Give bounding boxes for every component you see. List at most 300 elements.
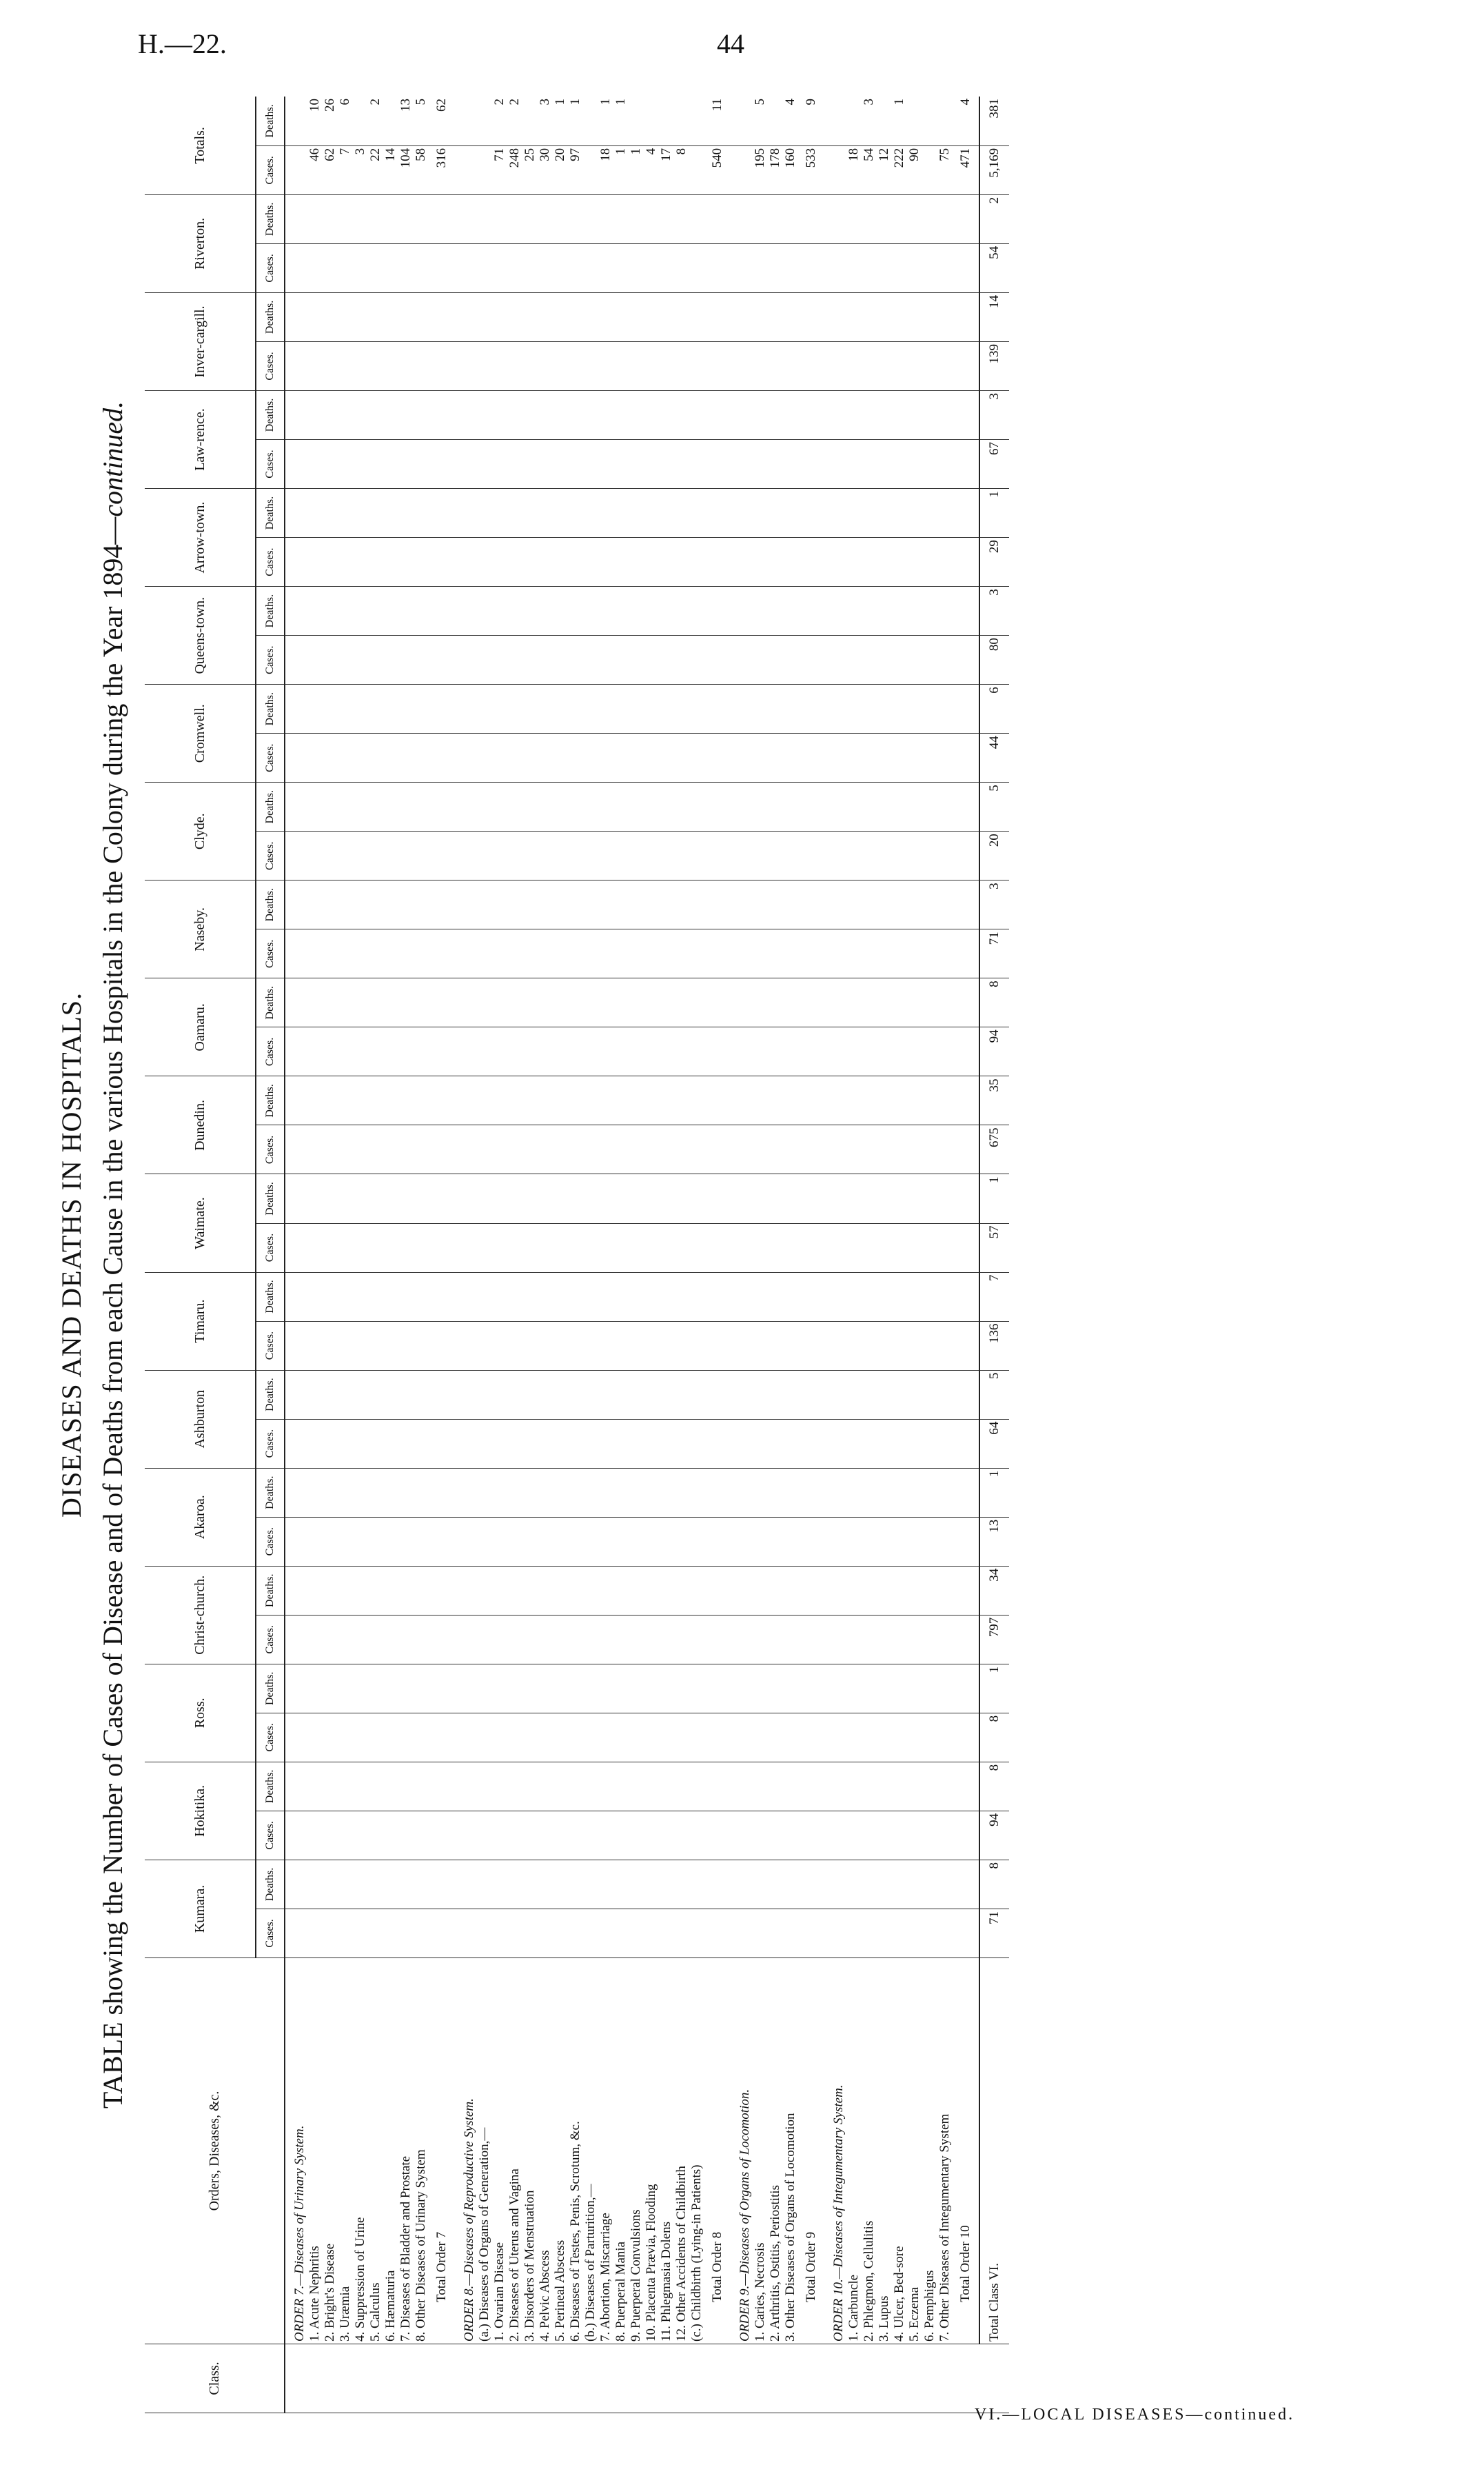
value-cell <box>629 1370 644 1419</box>
table-row <box>629 97 644 2413</box>
value-cell <box>492 538 507 587</box>
value-cell: 136 <box>979 1321 1009 1370</box>
value-cell <box>922 440 937 489</box>
value-cell <box>753 1762 768 1811</box>
value-cell <box>455 880 477 929</box>
value-cell: 3 <box>979 880 1009 929</box>
value-cell <box>285 538 307 587</box>
value-cell <box>398 1223 414 1272</box>
value-cell <box>492 292 507 341</box>
value-cell <box>429 1076 455 1125</box>
value-cell <box>538 440 553 489</box>
value-cell <box>285 978 307 1027</box>
value-cell <box>522 978 538 1027</box>
value-cell <box>538 243 553 292</box>
value-cell <box>937 978 953 1027</box>
table-row <box>307 97 323 2413</box>
value-cell <box>583 1272 598 1321</box>
value-cell <box>862 1125 877 1174</box>
value-cell <box>922 1370 937 1419</box>
value-cell <box>553 1860 568 1909</box>
value-cell <box>922 1321 937 1370</box>
value-cell <box>862 1762 877 1811</box>
value-cell <box>674 489 689 538</box>
value-cell <box>704 587 731 636</box>
table-row <box>598 97 613 2413</box>
col-hospital: Dunedin. <box>145 1076 256 1174</box>
value-cell <box>953 1468 979 1517</box>
value-cell <box>507 1517 522 1566</box>
value-cell <box>824 832 846 880</box>
value-cell <box>704 1370 731 1419</box>
value-cell <box>507 1174 522 1223</box>
value-cell <box>674 1811 689 1860</box>
value-cell <box>323 1909 338 1957</box>
value-cell <box>877 1909 892 1957</box>
value-cell <box>922 1125 937 1174</box>
value-cell <box>583 1517 598 1566</box>
value-cell <box>644 194 659 243</box>
value-cell <box>338 391 353 440</box>
value-cell <box>338 538 353 587</box>
value-cell <box>522 783 538 832</box>
value-cell <box>753 734 768 783</box>
value-cell <box>689 1811 704 1860</box>
table-row <box>538 97 553 2413</box>
value-cell <box>414 1468 429 1517</box>
value-cell <box>783 685 798 734</box>
value-cell <box>846 1615 862 1664</box>
value-cell <box>492 1713 507 1762</box>
value-cell <box>674 1419 689 1468</box>
value-cell <box>414 1370 429 1419</box>
value-cell <box>824 1713 846 1762</box>
value-cell <box>644 1566 659 1615</box>
value-cell <box>877 1076 892 1125</box>
value-cell <box>704 1517 731 1566</box>
value-cell <box>704 489 731 538</box>
value-cell <box>753 1517 768 1566</box>
value-cell: 14 <box>979 292 1009 341</box>
value-cell <box>598 880 613 929</box>
value-cell <box>285 1909 307 1957</box>
value-cell: 11 <box>704 97 731 145</box>
value-cell <box>892 1517 907 1566</box>
value-cell <box>383 194 398 243</box>
value-cell <box>414 292 429 341</box>
value-cell <box>731 587 753 636</box>
value-cell <box>429 1125 455 1174</box>
value-cell <box>338 832 353 880</box>
value-cell <box>629 97 644 145</box>
value-cell: 8 <box>979 1860 1009 1909</box>
value-cell <box>338 1762 353 1811</box>
value-cell <box>877 1664 892 1713</box>
value-cell <box>953 440 979 489</box>
value-cell <box>538 1223 553 1272</box>
value-cell <box>383 1027 398 1076</box>
value-cell <box>798 587 824 636</box>
value-cell <box>455 1125 477 1174</box>
value-cell <box>583 1321 598 1370</box>
value-cell <box>689 1762 704 1811</box>
value-cell <box>368 587 383 636</box>
value-cell <box>674 538 689 587</box>
value-cell <box>877 1027 892 1076</box>
value-cell <box>613 1566 629 1615</box>
value-cell <box>538 1076 553 1125</box>
value-cell <box>583 292 598 341</box>
value-cell <box>307 929 323 978</box>
value-cell <box>398 1713 414 1762</box>
value-cell <box>862 734 877 783</box>
value-cell <box>368 832 383 880</box>
value-cell <box>659 1762 674 1811</box>
value-cell <box>583 1419 598 1468</box>
value-cell <box>492 341 507 390</box>
value-cell <box>877 1468 892 1517</box>
row-label: 10. Placenta Prævia, Flooding <box>644 1958 659 2344</box>
value-cell <box>922 1811 937 1860</box>
value-cell <box>768 194 783 243</box>
value-cell <box>731 1370 753 1419</box>
value-cell: 2 <box>507 97 522 145</box>
value-cell <box>689 1664 704 1713</box>
value-cell <box>323 1027 338 1076</box>
value-cell <box>644 1713 659 1762</box>
value-cell <box>753 1272 768 1321</box>
value-cell <box>492 1272 507 1321</box>
value-cell <box>455 292 477 341</box>
table-row <box>398 97 414 2413</box>
value-cell <box>492 832 507 880</box>
col-orders: Orders, Diseases, &c. <box>145 1958 285 2344</box>
value-cell <box>644 1223 659 1272</box>
value-cell <box>307 1566 323 1615</box>
value-cell <box>522 440 538 489</box>
row-label: 3. Other Diseases of Organs of Locomotion <box>783 1958 798 2344</box>
value-cell <box>568 1468 583 1517</box>
value-cell <box>522 1762 538 1811</box>
value-cell <box>307 1468 323 1517</box>
value-cell <box>892 194 907 243</box>
value-cell: 1 <box>553 97 568 145</box>
value-cell <box>798 685 824 734</box>
value-cell <box>937 880 953 929</box>
col-hospital: Christ-church. <box>145 1566 256 1664</box>
value-cell <box>307 1027 323 1076</box>
value-cell <box>862 1517 877 1566</box>
value-cell <box>922 1860 937 1909</box>
value-cell <box>398 978 414 1027</box>
value-cell <box>629 929 644 978</box>
value-cell <box>368 538 383 587</box>
value-cell <box>553 1223 568 1272</box>
value-cell <box>783 929 798 978</box>
value-cell <box>613 929 629 978</box>
col-hospital: Ross. <box>145 1664 256 1762</box>
value-cell <box>507 292 522 341</box>
value-cell <box>538 929 553 978</box>
value-cell: 12 <box>877 145 892 194</box>
value-cell <box>629 1566 644 1615</box>
value-cell <box>507 391 522 440</box>
value-cell: 10 <box>307 97 323 145</box>
value-cell <box>568 1713 583 1762</box>
value-cell <box>783 783 798 832</box>
value-cell <box>429 538 455 587</box>
value-cell <box>455 1419 477 1468</box>
value-cell <box>798 194 824 243</box>
value-cell <box>644 1272 659 1321</box>
value-cell <box>768 1713 783 1762</box>
value-cell <box>937 1909 953 1957</box>
value-cell <box>553 783 568 832</box>
value-cell <box>538 734 553 783</box>
value-cell <box>613 1517 629 1566</box>
value-cell <box>613 1174 629 1223</box>
value-cell <box>768 1811 783 1860</box>
value-cell <box>353 1321 368 1370</box>
value-cell <box>338 194 353 243</box>
value-cell <box>862 685 877 734</box>
value-cell <box>731 391 753 440</box>
value-cell <box>583 1076 598 1125</box>
value-cell <box>953 1517 979 1566</box>
value-cell <box>613 1076 629 1125</box>
value-cell <box>953 636 979 685</box>
value-cell: 3 <box>538 97 553 145</box>
value-cell <box>383 538 398 587</box>
row-label: Total Class VI. <box>979 1958 1009 2344</box>
value-cell <box>285 1811 307 1860</box>
value-cell <box>538 1125 553 1174</box>
value-cell <box>953 1419 979 1468</box>
row-label: 4. Ulcer, Bed-sore <box>892 1958 907 2344</box>
value-cell <box>753 685 768 734</box>
value-cell <box>353 587 368 636</box>
value-cell <box>553 1566 568 1615</box>
value-cell <box>398 587 414 636</box>
value-cell <box>414 1566 429 1615</box>
value-cell <box>644 929 659 978</box>
value-cell <box>323 440 338 489</box>
value-cell <box>398 734 414 783</box>
value-cell <box>937 832 953 880</box>
value-cell <box>583 1125 598 1174</box>
value-cell <box>704 1615 731 1664</box>
value-cell <box>953 1370 979 1419</box>
value-cell <box>429 1370 455 1419</box>
value-cell: 22 <box>368 145 383 194</box>
col-cases: Cases. <box>256 1713 285 1762</box>
value-cell: 3 <box>979 587 1009 636</box>
value-cell: 3 <box>862 97 877 145</box>
value-cell <box>353 1664 368 1713</box>
value-cell <box>768 1615 783 1664</box>
value-cell <box>553 1664 568 1713</box>
value-cell <box>353 880 368 929</box>
value-cell <box>353 1419 368 1468</box>
value-cell <box>338 1468 353 1517</box>
value-cell <box>285 1223 307 1272</box>
value-cell <box>538 832 553 880</box>
value-cell <box>689 97 704 145</box>
value-cell <box>338 587 353 636</box>
value-cell: 62 <box>429 97 455 145</box>
value-cell <box>414 1223 429 1272</box>
value-cell <box>583 145 598 194</box>
value-cell <box>553 538 568 587</box>
value-cell <box>455 929 477 978</box>
value-cell <box>783 587 798 636</box>
col-hospital: Cromwell. <box>145 685 256 783</box>
value-cell <box>768 97 783 145</box>
value-cell <box>798 1762 824 1811</box>
value-cell <box>492 1076 507 1125</box>
value-cell <box>674 734 689 783</box>
value-cell <box>689 341 704 390</box>
value-cell <box>768 587 783 636</box>
value-cell <box>892 1125 907 1174</box>
value-cell <box>598 1909 613 1957</box>
value-cell <box>892 685 907 734</box>
row-label: (a.) Diseases of Organs of Generation,— <box>477 1958 492 2344</box>
value-cell: 29 <box>979 538 1009 587</box>
value-cell <box>731 489 753 538</box>
value-cell <box>953 1566 979 1615</box>
value-cell <box>613 391 629 440</box>
value-cell <box>877 929 892 978</box>
value-cell <box>613 734 629 783</box>
value-cell <box>568 685 583 734</box>
value-cell <box>862 1076 877 1125</box>
value-cell <box>659 978 674 1027</box>
value-cell <box>824 1664 846 1713</box>
value-cell <box>323 1713 338 1762</box>
value-cell <box>368 783 383 832</box>
value-cell <box>477 1125 492 1174</box>
value-cell <box>598 1566 613 1615</box>
value-cell <box>323 1272 338 1321</box>
value-cell <box>629 1027 644 1076</box>
value-cell <box>285 1321 307 1370</box>
value-cell <box>798 440 824 489</box>
value-cell <box>892 243 907 292</box>
row-label: 5. Eczema <box>907 1958 922 2344</box>
value-cell <box>824 685 846 734</box>
value-cell <box>492 1321 507 1370</box>
value-cell <box>522 929 538 978</box>
value-cell <box>937 587 953 636</box>
value-cell <box>877 1811 892 1860</box>
value-cell <box>937 1174 953 1223</box>
value-cell <box>798 1419 824 1468</box>
value-cell <box>704 1272 731 1321</box>
value-cell <box>285 734 307 783</box>
value-cell <box>455 1664 477 1713</box>
value-cell <box>455 1517 477 1566</box>
disease-table <box>145 97 1295 2424</box>
value-cell <box>768 1419 783 1468</box>
value-cell <box>846 1370 862 1419</box>
value-cell <box>862 1566 877 1615</box>
value-cell <box>455 783 477 832</box>
value-cell <box>414 1909 429 1957</box>
value-cell <box>937 929 953 978</box>
value-cell <box>398 440 414 489</box>
value-cell <box>338 341 353 390</box>
value-cell <box>598 292 613 341</box>
value-cell <box>414 587 429 636</box>
value-cell <box>613 1713 629 1762</box>
value-cell <box>285 1468 307 1517</box>
value-cell <box>892 734 907 783</box>
value-cell <box>753 489 768 538</box>
value-cell <box>455 1321 477 1370</box>
value-cell <box>568 1811 583 1860</box>
value-cell <box>689 636 704 685</box>
value-cell <box>522 685 538 734</box>
value-cell <box>477 783 492 832</box>
value-cell <box>704 243 731 292</box>
table-row <box>338 97 353 2413</box>
table-row <box>689 97 704 2413</box>
value-cell <box>674 978 689 1027</box>
value-cell <box>768 978 783 1027</box>
value-cell <box>953 391 979 440</box>
col-deaths: Deaths. <box>256 194 285 243</box>
table-row <box>704 97 731 2413</box>
value-cell <box>644 292 659 341</box>
value-cell <box>644 978 659 1027</box>
value-cell <box>731 783 753 832</box>
value-cell <box>659 1027 674 1076</box>
value-cell <box>383 832 398 880</box>
value-cell <box>937 1027 953 1076</box>
row-label: 5. Calculus <box>368 1958 383 2344</box>
value-cell <box>731 1076 753 1125</box>
value-cell <box>922 194 937 243</box>
value-cell <box>689 1321 704 1370</box>
value-cell <box>731 341 753 390</box>
value-cell <box>414 440 429 489</box>
value-cell <box>659 636 674 685</box>
value-cell <box>353 489 368 538</box>
value-cell <box>892 783 907 832</box>
value-cell <box>353 1223 368 1272</box>
value-cell <box>629 1615 644 1664</box>
value-cell <box>307 1860 323 1909</box>
value-cell <box>922 1664 937 1713</box>
value-cell <box>674 194 689 243</box>
value-cell <box>659 440 674 489</box>
value-cell <box>538 1615 553 1664</box>
value-cell <box>383 1713 398 1762</box>
row-label: Total Order 10 <box>953 1958 979 2344</box>
value-cell <box>783 391 798 440</box>
value-cell <box>953 1615 979 1664</box>
value-cell <box>492 1370 507 1419</box>
value-cell <box>285 1419 307 1468</box>
value-cell <box>731 1566 753 1615</box>
value-cell <box>568 391 583 440</box>
value-cell: 8 <box>979 1762 1009 1811</box>
value-cell: 139 <box>979 341 1009 390</box>
value-cell <box>383 391 398 440</box>
value-cell <box>383 489 398 538</box>
value-cell <box>798 1174 824 1223</box>
